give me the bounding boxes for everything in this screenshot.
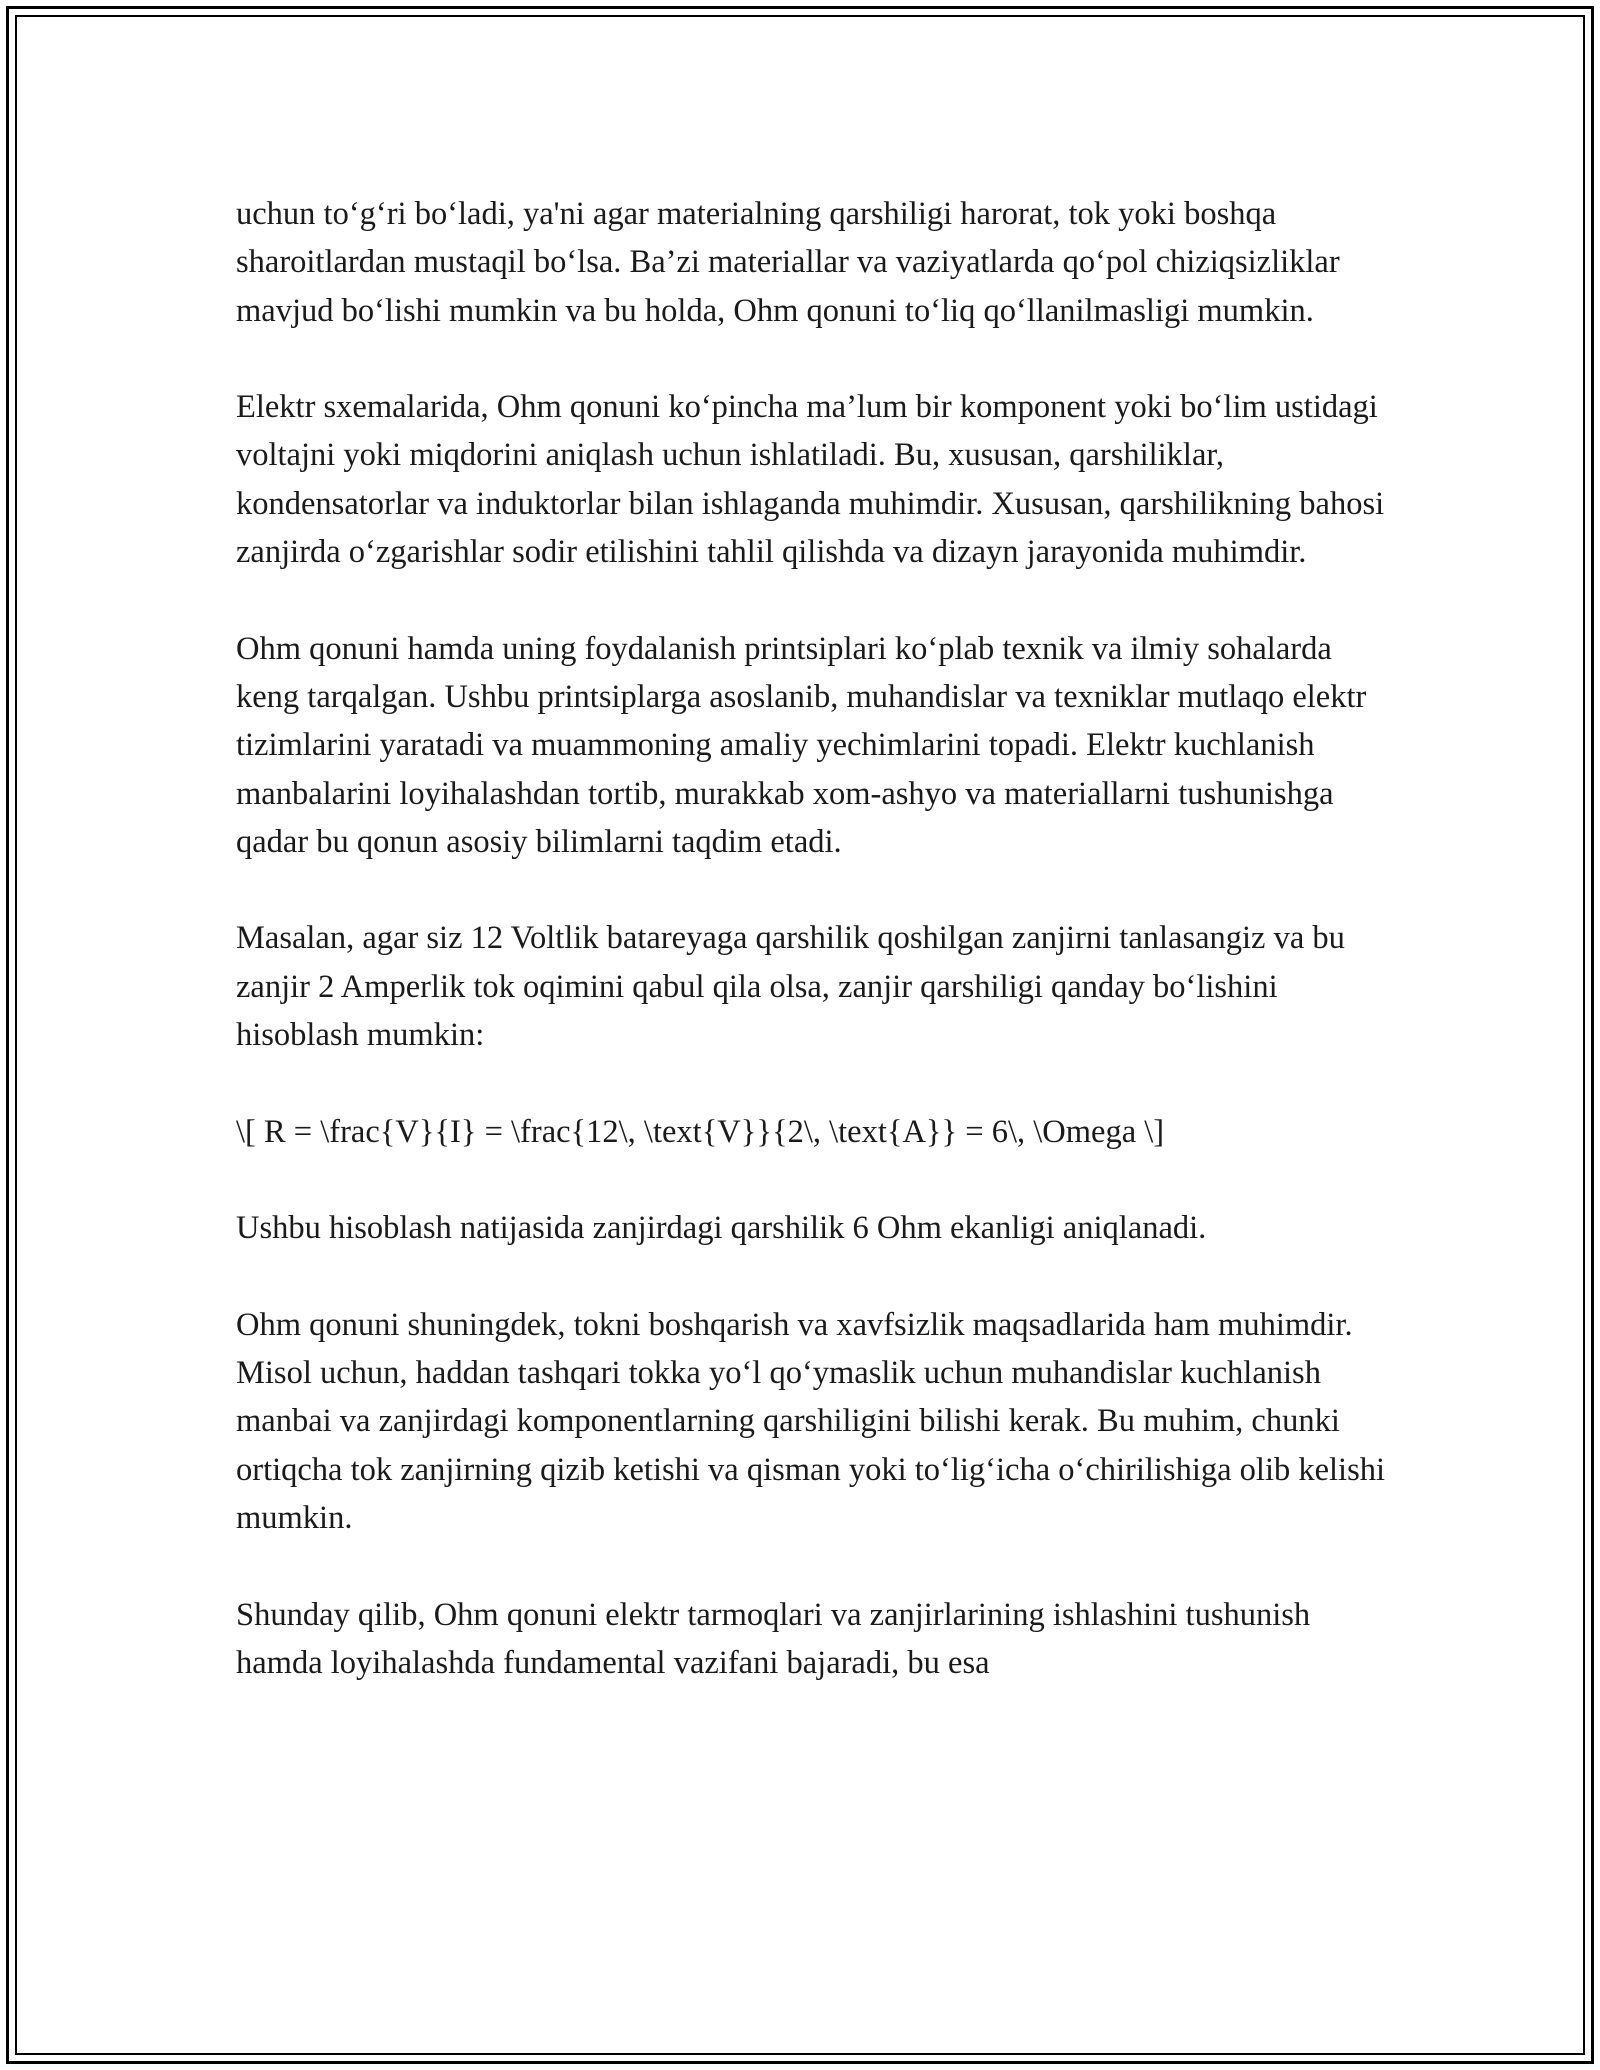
paragraph-safety: Ohm qonuni shuningdek, tokni boshqarish va xavfsizlik maqsadlarida ham muhimdir. Misol uchun, haddan tashqari tokka yo‘l qo‘ymaslik uchun muhandislar kuchlanish manbai va zanjirdagi komponentlarning qarshiligini bilishi kerak. Bu muhim, chunki ortiqcha tok zanjirning qizib ketishi va qisman yoki to‘lig‘icha o‘chirilishiga olib kelishi mumkin.	[236, 1306, 1386, 1537]
paragraph-example: Masalan, agar siz 12 Voltlik batareyaga qarshilik qoshilgan zanjirni tanlasangiz va bu zanjir 2 Amperlik tok oqimini qabul qila olsa, zanjir qarshiligi qanday bo‘lishini hisoblash mumkin:	[236, 920, 1345, 1054]
paragraph-applications: Ohm qonuni hamda uning foydalanish printsiplari ko‘plab texnik va ilmiy sohalarda keng tarqalgan. Ushbu printsiplarga asoslanib, muhandislar va texniklar mutlaqo elektr tizimlarini yaratadi va muammoning amaliy yechimlarini topadi. Elektr kuchlanish manbalarini loyihalashdan tortib, murakkab xom-ashyo va materiallarni tushunishga qadar bu qonun asosiy bilimlarni taqdim etadi.	[236, 630, 1367, 860]
formula-line: \[ R = \frac{V}{I} = \frac{12\, \text{V}}{2\, \text{A}} = 6\, \Omega \]	[236, 1113, 1165, 1150]
paragraph-result: Ushbu hisoblash natijasida zanjirdagi qarshilik 6 Ohm ekanligi aniqlanadi.	[236, 1210, 1207, 1247]
paragraph-conclusion: Shunday qilib, Ohm qonuni elektr tarmoqlari va zanjirlarining ishlashini tushunish hamda loyihalashda fundamental vazifani bajaradi, bu esa	[236, 1596, 1311, 1681]
document-body	[236, 190, 1386, 1687]
paragraph-circuits: Elektr sxemalarida, Ohm qonuni ko‘pincha ma’lum bir komponent yoki bo‘lim ustidagi voltajni yoki miqdorini aniqlash uchun ishlatiladi. Bu, xususan, qarshiliklar, kondensatorlar va induktorlar bilan ishlaganda muhimdir. Xususan, qarshilikning bahosi zanjirda o‘zgarishlar sodir etilishini tahlil qilishda va dizayn jarayonida muhimdir.	[236, 389, 1385, 571]
paragraph-nonlinearity: uchun to‘g‘ri bo‘ladi, ya'ni agar materialning qarshiligi harorat, tok yoki boshqa sharoitlardan mustaqil bo‘lsa. Ba’zi materiallar va vaziyatlarda qo‘pol chiziqsizliklar mavjud bo‘lishi mumkin va bu holda, Ohm qonuni to‘liq qo‘llanilmasligi mumkin.	[236, 196, 1340, 329]
